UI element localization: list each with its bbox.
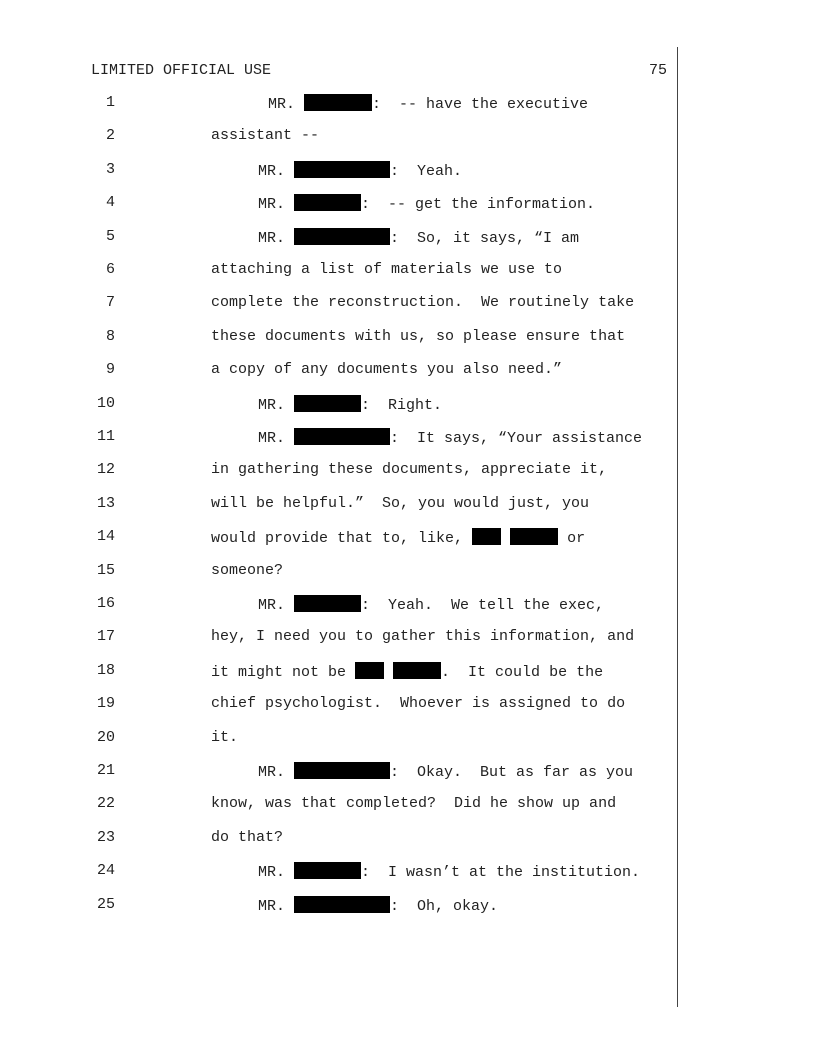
line-text bbox=[211, 662, 603, 681]
text-segment bbox=[501, 530, 510, 547]
text-segment: these documents with us, so please ensure that bbox=[211, 327, 626, 345]
transcript-line bbox=[0, 94, 680, 116]
transcript-line bbox=[0, 662, 680, 684]
transcript-line bbox=[0, 127, 680, 149]
line-text bbox=[211, 829, 283, 846]
text-segment: know, was that completed? Did he show up and bbox=[211, 795, 617, 813]
text-segment: : I wasn’t at the institution. bbox=[361, 864, 641, 882]
transcript-line bbox=[0, 862, 680, 884]
text-segment: : Right. bbox=[361, 396, 443, 414]
transcript-line bbox=[0, 495, 680, 517]
line-number: 12 bbox=[96, 461, 115, 479]
transcript-line bbox=[0, 428, 680, 450]
text-segment: : Yeah. bbox=[390, 162, 463, 180]
text-segment: assistant -- bbox=[211, 127, 320, 145]
line-text bbox=[211, 127, 319, 144]
line-number: 8 bbox=[105, 327, 115, 345]
line-number: 2 bbox=[105, 127, 115, 145]
text-segment: it might not be bbox=[211, 663, 356, 681]
transcript-line bbox=[0, 729, 680, 751]
text-segment: do that? bbox=[211, 828, 284, 846]
redaction-box bbox=[294, 862, 361, 879]
line-text bbox=[211, 628, 634, 645]
text-segment: someone? bbox=[211, 561, 284, 579]
text-segment: will be helpful.” So, you would just, you bbox=[211, 494, 590, 512]
text-segment: MR. bbox=[258, 764, 295, 781]
text-segment: : So, it says, “I am bbox=[390, 229, 580, 247]
line-number: 22 bbox=[96, 795, 115, 813]
text-segment: MR. bbox=[258, 162, 295, 180]
line-number: 19 bbox=[96, 695, 115, 713]
line-text bbox=[211, 562, 283, 579]
line-number: 23 bbox=[96, 828, 115, 846]
line-text bbox=[258, 228, 579, 247]
line-number: 7 bbox=[105, 294, 115, 312]
text-segment bbox=[384, 664, 393, 681]
line-text bbox=[211, 261, 562, 278]
redaction-box bbox=[510, 528, 558, 545]
line-text bbox=[258, 194, 595, 213]
redaction-box bbox=[294, 595, 361, 612]
transcript-line bbox=[0, 528, 680, 550]
transcript-line bbox=[0, 628, 680, 650]
line-number: 4 bbox=[105, 194, 115, 212]
line-number: 14 bbox=[96, 528, 115, 546]
redaction-box bbox=[472, 528, 501, 545]
line-number: 24 bbox=[96, 862, 115, 880]
text-segment: . It could be the bbox=[441, 663, 604, 681]
text-segment: in gathering these documents, appreciate it, bbox=[211, 461, 608, 479]
transcript-line bbox=[0, 896, 680, 918]
transcript-line bbox=[0, 829, 680, 851]
transcript-line bbox=[0, 795, 680, 817]
redaction-box bbox=[294, 762, 390, 779]
transcript-line bbox=[0, 695, 680, 717]
line-text bbox=[258, 762, 633, 781]
line-text bbox=[211, 294, 634, 311]
line-text bbox=[258, 862, 640, 881]
line-number: 17 bbox=[96, 628, 115, 646]
transcript-line bbox=[0, 461, 680, 483]
transcript-line bbox=[0, 762, 680, 784]
line-number: 25 bbox=[96, 895, 115, 913]
text-segment: hey, I need you to gather this information, and bbox=[211, 628, 635, 646]
line-text bbox=[211, 361, 562, 378]
transcript-line bbox=[0, 562, 680, 584]
redaction-box bbox=[294, 194, 361, 211]
transcript-line bbox=[0, 328, 680, 350]
line-number: 16 bbox=[96, 595, 115, 612]
line-number: 3 bbox=[105, 160, 115, 178]
text-segment: complete the reconstruction. We routinely take bbox=[211, 294, 635, 312]
line-number: 11 bbox=[96, 428, 115, 445]
redaction-box bbox=[355, 662, 384, 679]
text-segment: MR. bbox=[258, 597, 295, 614]
redaction-box bbox=[294, 161, 390, 178]
text-segment: a copy of any documents you also need.” bbox=[211, 361, 563, 379]
text-segment: MR. bbox=[258, 229, 295, 247]
line-number: 1 bbox=[105, 94, 115, 111]
redaction-box bbox=[294, 896, 390, 913]
line-text bbox=[258, 428, 642, 447]
line-text bbox=[258, 395, 442, 414]
transcript-line bbox=[0, 194, 680, 216]
text-segment: it. bbox=[211, 728, 239, 746]
line-number: 21 bbox=[96, 762, 115, 779]
transcript-line bbox=[0, 395, 680, 417]
line-number: 9 bbox=[105, 361, 115, 379]
line-text bbox=[258, 595, 604, 614]
transcript-line bbox=[0, 261, 680, 283]
redaction-box bbox=[294, 395, 361, 412]
line-number: 13 bbox=[96, 494, 115, 512]
line-number: 10 bbox=[96, 394, 115, 412]
line-number: 20 bbox=[96, 728, 115, 746]
line-text bbox=[211, 528, 585, 547]
transcript-line bbox=[0, 294, 680, 316]
transcript-line bbox=[0, 161, 680, 183]
text-segment: MR. bbox=[268, 96, 305, 113]
text-segment: MR. bbox=[258, 897, 295, 915]
classification-marking: LIMITED OFFICIAL USE bbox=[91, 62, 272, 79]
transcript-line bbox=[0, 228, 680, 250]
text-segment: : Yeah. We tell the exec, bbox=[361, 597, 605, 614]
redaction-box bbox=[294, 228, 390, 245]
redaction-box bbox=[304, 94, 372, 111]
text-segment: MR. bbox=[258, 196, 295, 214]
text-segment: would provide that to, like, bbox=[211, 530, 473, 548]
line-number: 6 bbox=[105, 261, 115, 278]
line-text bbox=[211, 729, 238, 746]
text-segment: : -- get the information. bbox=[361, 196, 596, 214]
line-text bbox=[211, 495, 589, 512]
text-segment: : Oh, okay. bbox=[390, 897, 499, 915]
text-segment: or bbox=[558, 530, 586, 548]
text-segment: attaching a list of materials we use to bbox=[211, 261, 563, 278]
line-text bbox=[211, 328, 625, 345]
text-segment: : Okay. But as far as you bbox=[390, 764, 634, 781]
line-text bbox=[258, 896, 498, 915]
line-number: 5 bbox=[105, 227, 115, 245]
line-number: 15 bbox=[96, 561, 115, 579]
line-text bbox=[211, 695, 625, 712]
text-segment: : -- have the executive bbox=[372, 96, 589, 113]
page-number: 75 bbox=[648, 62, 667, 79]
line-number: 18 bbox=[96, 661, 115, 679]
redaction-box bbox=[294, 428, 390, 445]
text-segment: chief psychologist. Whoever is assigned to do bbox=[211, 695, 626, 713]
text-segment: MR. bbox=[258, 430, 295, 447]
line-text bbox=[211, 461, 607, 478]
text-segment: MR. bbox=[258, 864, 295, 882]
text-segment: MR. bbox=[258, 396, 295, 414]
line-text bbox=[258, 161, 462, 180]
line-text bbox=[268, 94, 588, 113]
redaction-box bbox=[393, 662, 441, 679]
transcript-line bbox=[0, 361, 680, 383]
text-segment: : It says, “Your assistance bbox=[390, 430, 643, 447]
line-text bbox=[211, 795, 616, 812]
transcript-line bbox=[0, 595, 680, 617]
